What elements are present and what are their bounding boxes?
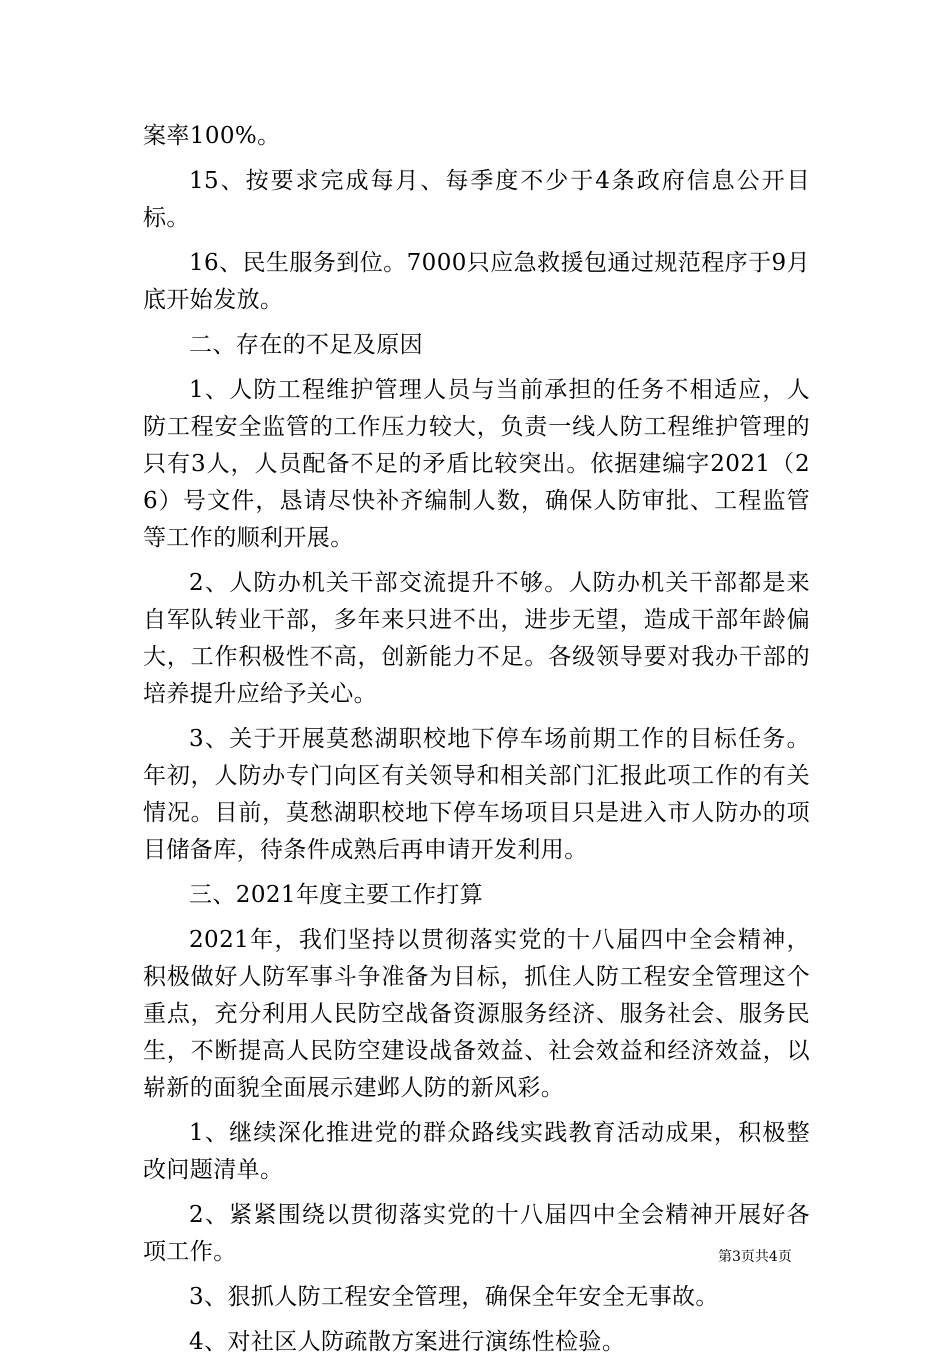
paragraph-11: 2、紧紧围绕以贯彻落实党的十八届四中全会精神开展好各项工作。 — [143, 1202, 810, 1265]
section-heading-shortcomings: 二、存在的不足及原因 — [189, 332, 423, 358]
paragraph-2: 15、按要求完成每月、每季度不少于4条政府信息公开目标。 — [143, 168, 810, 231]
paragraph-3: 16、民生服务到位。7000只应急救援包通过规范程序于9月底开始发放。 — [143, 250, 810, 313]
paragraph-6: 2、人防办机关干部交流提升不够。人防办机关干部都是来自军队转业干部，多年来只进不出，进步无望，造成干部年龄偏大，工作积极性不高，创新能力不足。各级领导要对我办干部的培养提升应给予关心。 — [143, 570, 810, 707]
paragraph-12: 3、狠抓人防工程安全管理，确保全年安全无事故。 — [189, 1284, 719, 1310]
section-heading-plans: 三、2021年度主要工作打算 — [189, 882, 484, 908]
document-body — [143, 118, 810, 1369]
paragraph-9: 2021年，我们坚持以贯彻落实党的十八届四中全会精神，积极做好人防军事斗争准备为目标，抓住人防工程安全管理这个重点，充分利用人民防空战备资源服务经济、服务社会、服务民生，不断提高人民防空建设战备效益、社会效益和经济效益，以崭新的面貌全面展示建邺人防的新风彩。 — [143, 927, 810, 1101]
paragraph-5: 1、人防工程维护管理人员与当前承担的任务不相适应，人防工程安全监管的工作压力较大，负责一线人防工程维护管理的只有3人，人员配备不足的矛盾比较突出。依据建编字2021（26）号文件，恳请尽快补齐编制人数，确保人防审批、工程监管等工作的顺利开展。 — [143, 377, 810, 551]
paragraph-10: 1、继续深化推进党的群众路线实践教育活动成果，积极整改问题清单。 — [143, 1120, 810, 1183]
page-number-footer: 第3页共4页 — [718, 1249, 792, 1265]
paragraph-7: 3、关于开展莫愁湖职校地下停车场前期工作的目标任务。年初，人防办专门向区有关领导和相关部门汇报此项工作的有关情况。目前，莫愁湖职校地下停车场项目只是进入市人防办的项目储备库，待条件成熟后再申请开发利用。 — [143, 726, 810, 863]
paragraph-13: 4、对社区人防疏散方案进行演练性检验。 — [189, 1329, 626, 1355]
paragraph-1: 案率100%。 — [143, 123, 281, 149]
